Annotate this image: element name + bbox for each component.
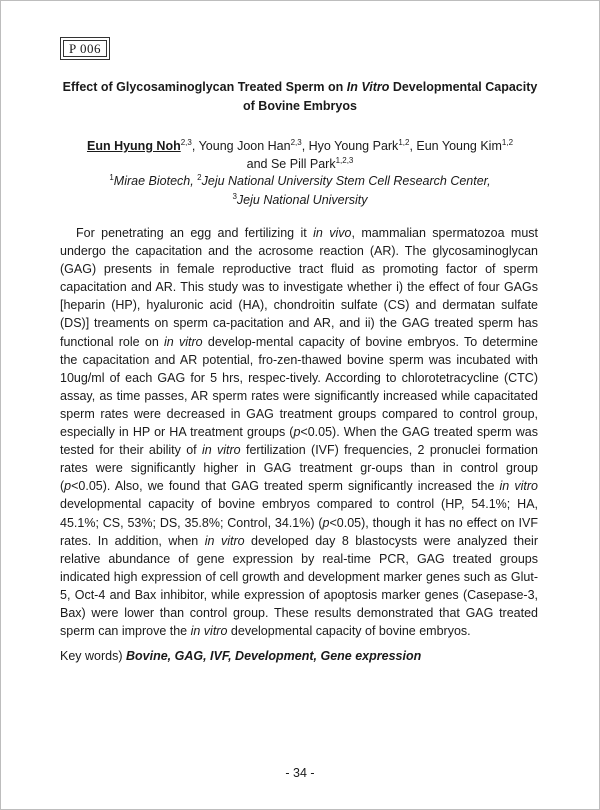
author-2: Young Joon Han: [198, 139, 291, 153]
abstract-italic: p: [64, 479, 72, 494]
abstract-italic: in vitro: [190, 624, 228, 639]
abstract-text: developed day 8 blastocysts were analyzed their relative abundance of gene expression by real-time PCR, GAG treated groups indicated high expression of cell growth and development marker genes such as Glut-5, Oct-4 and Bax inhibitor, while expression of apoptosis marker genes (Casepase-3, Bax) were lower than control group. These results demonstrated that GAG treated sperm can improve the: [60, 533, 538, 639]
affil-1: Mirae Biotech,: [113, 174, 198, 188]
abstract-text: For penetrating an egg and fertilizing it: [76, 226, 314, 240]
abstract-italic: p: [322, 515, 330, 530]
affil-2-sup: 2: [197, 172, 202, 182]
paper-title: [40, 78, 560, 116]
abstract-italic: in vitro: [164, 334, 203, 349]
title-part1: Effect of Glycosaminoglycan Treated Sperm on: [62, 80, 347, 94]
affiliations: [40, 172, 560, 210]
title-line2: of Bovine Embryos: [243, 99, 357, 113]
author-1: Eun Hyung Noh: [86, 139, 181, 153]
abstract-text: <0.05). Also, we found that GAG treated sperm significantly increased the: [71, 479, 500, 494]
keywords-terms: Bovine, GAG, IVF, Development, Gene expression: [126, 649, 422, 663]
abstract-body: [60, 224, 538, 640]
affil-2: Jeju National University Stem Cell Research Center,: [201, 174, 491, 188]
abstract-text: , mammalian spermatozoa must undergo the capacitation and the acrosome reaction (AR). The glycosaminoglycan (GAG) presents in female reproductive tract fluid as promoting factor of sperm capacitation and AR. This study was to investigate whether i) the effect of four GAGs [heparin (HP), hyaluronic acid (HA), chondroitin sulfate (CS) and dermatan sulfate (DS)] treaments on sperm ca-pacitation and AR, and ii) the GAG treated sperm has functional role on: [60, 226, 539, 349]
abstract-text: developmental capacity of bovine embryos compared to control (HP, 54.1%; HA, 45.1%; CS, 53%; DS, 35.8%; Control, 34.1%) (: [60, 497, 538, 530]
affil-3-sup: 3: [232, 191, 237, 201]
affil-1-sup: 1: [109, 172, 114, 182]
abstract-code: P 006: [69, 41, 101, 56]
abstract-code-box: [60, 37, 110, 60]
author-list: Eun Hyung Noh$^{2,3}$, Young Joon Han$^{2,3}$, Hyo Young Park$^{1,2}$, Eun Young Kim$^{1,2}$ and Se Pill Park$^{1,2,3}$: [86, 137, 514, 171]
abstract-italic: in vitro: [204, 533, 245, 548]
page-number: - 34 -: [285, 766, 315, 780]
author-5-sup: 1,2,3: [335, 155, 354, 165]
title-part2: Developmental Capacity: [389, 80, 538, 94]
abstract-text: <0.05), though it has no effect on IVF rates. In addition, when: [60, 515, 538, 548]
abstract-italic: in vitro: [499, 479, 538, 494]
keywords-line: [60, 649, 421, 663]
author-2-sup: 2,3: [290, 137, 302, 147]
author-3: Hyo Young Park: [308, 139, 399, 153]
abstract-italic: in vitro: [201, 443, 241, 458]
affil-3: Jeju National University: [236, 193, 368, 207]
title-italic: In Vitro: [346, 80, 390, 94]
keywords-label: Key words): [60, 649, 126, 663]
author-4-sup: 1,2: [501, 137, 514, 147]
author-1-sup: 2,3: [180, 137, 192, 147]
author-4: Eun Young Kim: [416, 139, 502, 153]
abstract-text: developmental capacity of bovine embryos.: [227, 624, 471, 639]
abstract-text: develop-mental capacity of bovine embryos. To determine the capacitation and AR potential, fro-zen-thawed bovine sperm was incubated with 10ug/ml of each GAG for 5 hrs, respec-tively. According to chlorotetracycline (CTC) assay, as time passes, AR sperm rates were significantly increased while capacitated sperm rates were decreased in GAG treatment groups compared to control group, especially in HP or HA treatment groups (: [60, 334, 538, 440]
abstract-italic: in vivo: [313, 226, 352, 240]
author-5: Se Pill Park: [270, 157, 336, 171]
author-and: and: [246, 157, 271, 171]
abstract-text: <0.05). When the GAG treated sperm was tested for their ability of: [60, 425, 538, 458]
author-3-sup: 1,2: [398, 137, 410, 147]
abstract-text: fertilization (IVF) frequencies, 2 pronuclei formation rates were significantly higher in GAG treatment gr-oups than in control group (: [60, 443, 538, 494]
abstract-italic: p: [293, 425, 301, 440]
